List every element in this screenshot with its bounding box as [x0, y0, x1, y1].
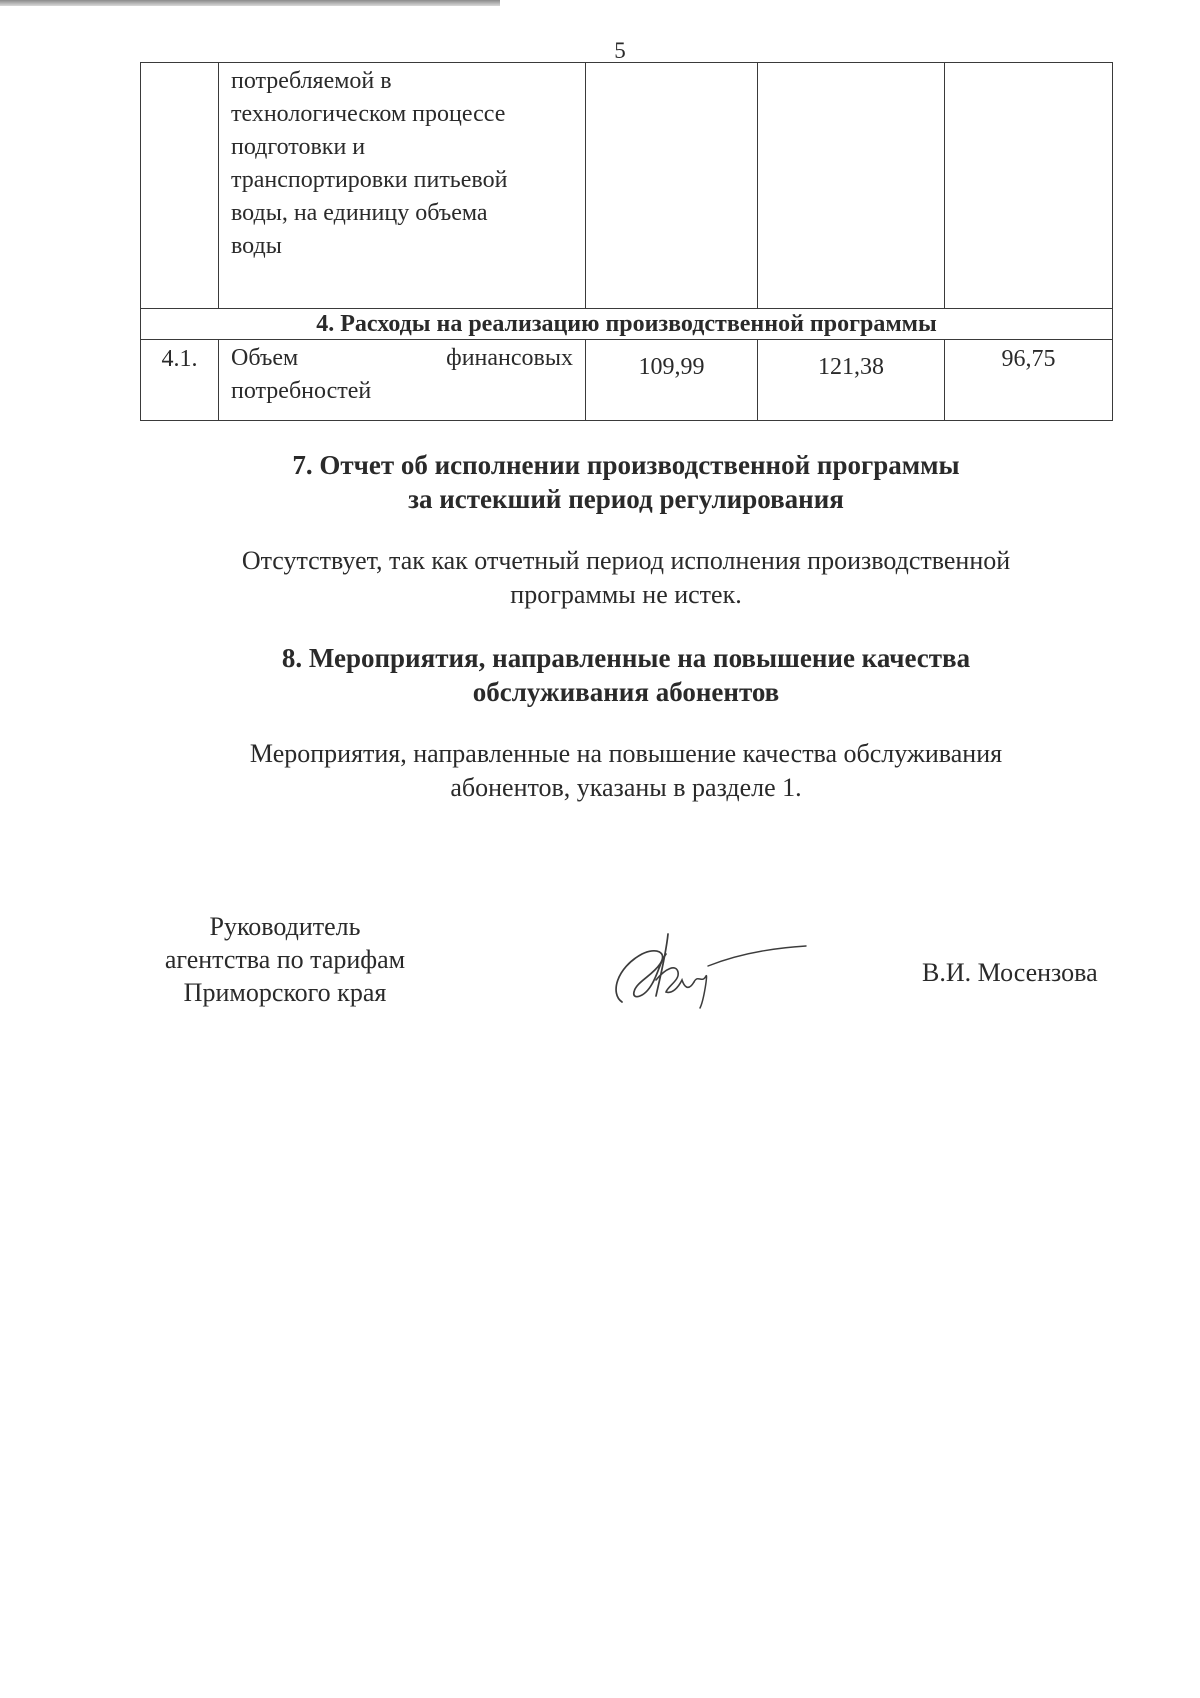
description-line: потребляемой в — [231, 68, 392, 94]
section-8-text-line2: абонентов, указаны в разделе 1. — [450, 773, 802, 802]
section-7-title-line2: за истекший период регулирования — [408, 484, 844, 514]
table-section-header — [141, 309, 1113, 340]
section-8-text-line1: Мероприятия, направленные на повышение качества обслуживания — [249, 739, 1003, 768]
scan-edge-shadow — [0, 0, 500, 6]
table-row-continued — [141, 63, 1113, 309]
section-4-title: 4. Расходы на реализацию производственной программы — [141, 309, 1113, 340]
table-cell-value — [758, 63, 945, 309]
signer-position — [140, 910, 430, 1009]
table-cell-number — [141, 63, 219, 309]
signer-position-line3: Приморского края — [183, 978, 387, 1007]
signer-position-line1: Руководитель — [209, 912, 361, 941]
section-7-text-line1: Отсутствует, так как отчетный период исполнения производственной — [241, 546, 1011, 575]
row-value-1: 109,99 — [586, 340, 758, 421]
row-value-2: 121,38 — [758, 340, 945, 421]
section-8-heading — [140, 641, 1112, 709]
table-cell-description — [219, 63, 586, 309]
section-7-heading — [140, 448, 1112, 516]
section-7-text-line2: программы не истек. — [510, 580, 742, 609]
table-row — [141, 340, 1113, 421]
page-number: 5 — [614, 38, 626, 63]
description-line: транспортировки питьевой — [231, 167, 508, 193]
signer-position-line2: агентства по тарифам — [164, 945, 406, 974]
table-cell-value — [586, 63, 758, 309]
section-7-title-line1: 7. Отчет об исполнении производственной программы — [292, 450, 960, 480]
row-value-3: 96,75 — [945, 340, 1113, 421]
description-line: технологическом процессе — [231, 101, 506, 127]
row-number: 4.1. — [141, 340, 219, 421]
description-line: воды, на единицу объема — [231, 200, 488, 226]
production-program-table — [140, 62, 1113, 421]
row-description: Объем финансовых потребностей — [219, 340, 586, 421]
table-cell-value — [945, 63, 1113, 309]
handwritten-signature — [608, 920, 808, 1010]
description-line: подготовки и — [231, 134, 366, 160]
signer-name: В.И. Мосензова — [922, 958, 1098, 987]
description-line: воды — [231, 233, 282, 259]
section-8-title-line2: обслуживания абонентов — [472, 677, 780, 707]
section-8-title-line1: 8. Мероприятия, направленные на повышение качества — [281, 643, 971, 673]
section-8-text — [140, 737, 1112, 805]
section-7-text — [140, 544, 1112, 612]
